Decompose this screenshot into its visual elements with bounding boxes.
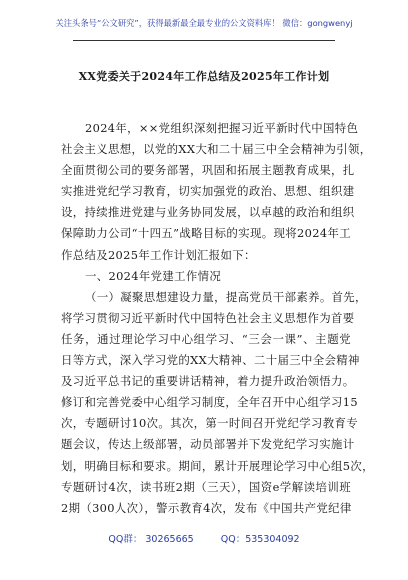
body-line: 日等方式，深入学习党的XX大精神、二十届三中全会精神 [61,353,360,368]
top-banner: 关注头条号“公文研究”，获得最新最全最专业的公文资料库！ 微信：gongwenyj [55,18,353,28]
body-line: 将学习贯彻习近平新时代中国特色社会主义思想作为首要 [61,310,355,325]
body-line: 任务，通过理论学习中心组学习、“三会一课”、主题党 [61,331,351,346]
body-line: 专题研讨4次，读书班2期（三天），国资e学解读培训班 [61,479,351,494]
section-heading: 一、2024年党建工作情况 [85,268,222,283]
footer-qq: QQ：535304092 [220,534,300,545]
body-line: 社会主义思想，以党的XX大和二十届三中全会精神为引领， [61,142,372,157]
document-body [61,118,374,519]
body-line: 修订和完善党委中心组学习制度，全年召开中心组学习15 [61,395,358,410]
document-title: XX党委关于2024年工作总结及2025年工作计划 [78,70,330,83]
body-line: 保障助力公司“十四五”战略目标的实现。现将2024年工 [61,226,351,241]
body-line: 实推进党纪学习教育，切实加强党的政治、思想、组织建 [61,184,355,199]
body-line: 全面贯彻公司的要务部署，巩固和拓展主题教育成果，扎 [61,163,355,178]
body-line: 次，专题研讨10次。其次，第一时间召开党纪学习教育专 [61,416,358,431]
body-line: 2024年，××党组织深刻把握习近平新时代中国特色 [85,121,359,135]
body-line: 及习近平总书记的重要讲话精神，着力提升政治领悟力。 [61,374,355,389]
header-rule [73,40,335,41]
body-line: 作总结及2025年工作计划汇报如下： [61,247,256,262]
body-line: 划，明确目标和要求。期间，累计开展理论学习中心组5次， [61,458,374,473]
body-line: 2期（300人次），警示教育4次，发布《中国共产党纪律 [61,500,352,515]
footer-contact [0,534,408,546]
body-line: 设，持续推进党建与业务协同发展，以卓越的政治和组织 [61,205,355,220]
body-line: （一）凝聚思想建设力量，提高党员干部素养。首先， [85,289,367,304]
body-line: 题会议，传达上级部署，动员部署并下发党纪学习实施计 [61,437,355,452]
footer-qq-group: QQ群： 30265665 [108,534,194,545]
